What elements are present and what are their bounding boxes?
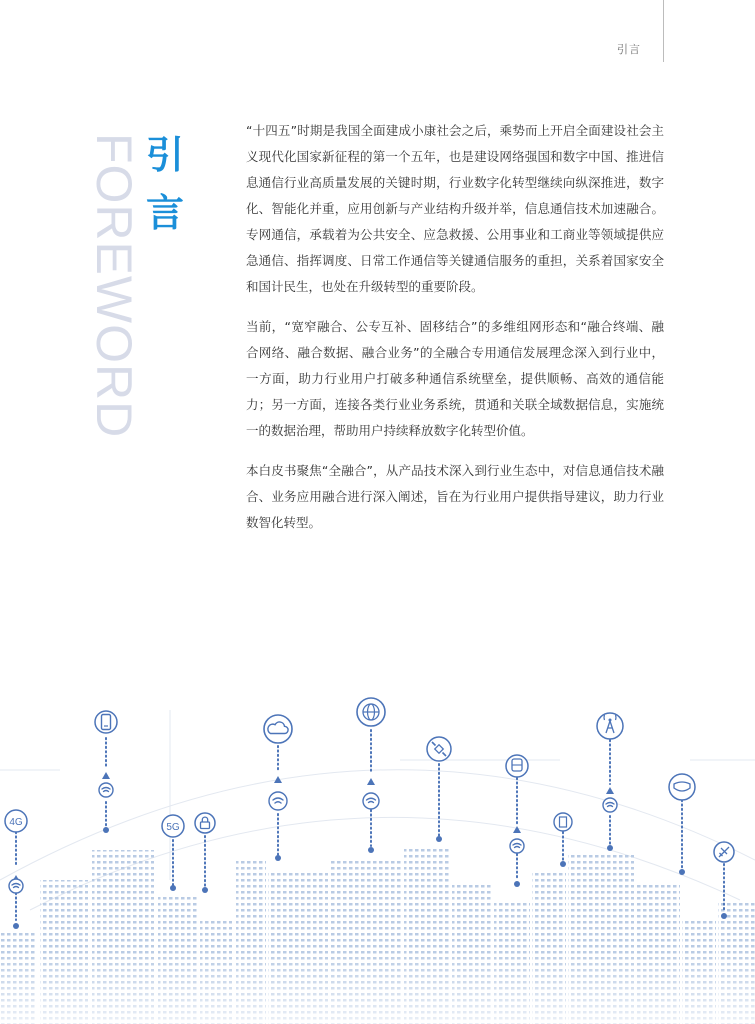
5g-label: 5G (166, 822, 180, 833)
cloud-icon (264, 715, 292, 743)
lock-icon (195, 813, 215, 833)
paragraph-3: 本白皮书聚焦“全融合”，从产品技术深入到行业生态中，对信息通信技术融合、业务应用融合进行深入阐述，旨在为行业用户提供指导建议，助力行业数智化转型。 (246, 463, 664, 530)
document-icon (554, 813, 572, 831)
radio-tower-icon (597, 713, 623, 739)
4g-icon (5, 810, 27, 832)
paragraph-2: 当前，“宽窄融合、公专互补、固移结合”的多维组网形态和“融合终端、融合网络、融合数据、融合业务”的全融合专用通信发展理念深入到行业中，一方面，助力行业用户打破多种通信系统壁垒，提供顺畅、高效的通信能力；另一方面，连接各类行业业务系统，贯通和关联全域数据信息，实施统一的数据治理，帮助用户持续释放数字化转型价值。 (246, 319, 664, 438)
body-text (246, 118, 664, 550)
foreword-watermark: FOREWORD (86, 133, 142, 439)
city-skyline (0, 848, 755, 1024)
4g-label: 4G (9, 817, 23, 828)
wifi-icon (603, 798, 617, 812)
mobile-phone-icon (95, 711, 117, 733)
satellite-icon (427, 737, 451, 761)
tram-icon (506, 755, 528, 777)
wifi-icon (510, 839, 524, 853)
page-title-char-2: 言 (146, 191, 185, 235)
running-header: 引言 (617, 43, 641, 56)
page-title-char-1: 引 (146, 133, 185, 177)
header-divider (663, 0, 664, 62)
mask-icon (669, 774, 695, 800)
5g-icon (162, 815, 184, 837)
globe-icon (357, 698, 385, 726)
city-network-illustration (0, 650, 755, 1024)
plane-icon (714, 842, 734, 862)
wifi-icon (99, 783, 113, 797)
wifi-icon (269, 792, 287, 810)
wifi-icon (9, 879, 23, 893)
wifi-icon (363, 793, 379, 809)
paragraph-1: “十四五”时期是我国全面建成小康社会之后，乘势而上开启全面建设社会主义现代化国家新征程的第一个五年，也是建设网络强国和数字中国、推进信息通信行业高质量发展的关键时期，行业数字化转型继续向纵深推进，数字化、智能化并重，应用创新与产业结构升级并举，信息通信技术加速融合。专网通信，承载着为公共安全、应急救援、公用事业和工商业等领域提供应急通信、指挥调度、日常工作通信等关键通信服务的重担，关系着国家安全和国计民生，也处在升级转型的重要阶段。 (246, 123, 664, 294)
